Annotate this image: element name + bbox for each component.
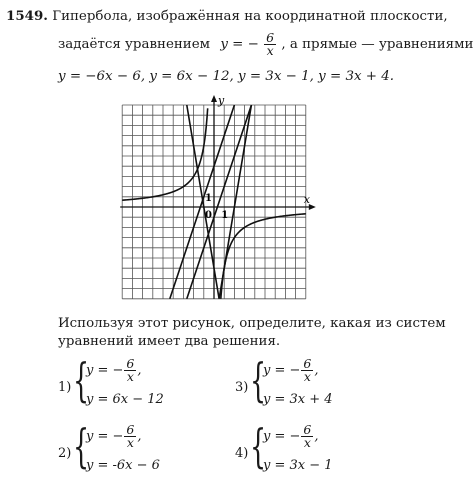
problem-line-2 — [58, 32, 473, 57]
problem-line-1 — [6, 8, 448, 24]
option-label: 3) — [235, 380, 249, 395]
option-eq1: y = − $\frac{6}{x}$ , — [263, 356, 319, 384]
straight-line — [187, 105, 252, 299]
problem-text-2-pre: задаётся уравнением — [58, 37, 211, 52]
hyperbola-lhs: y = − — [220, 37, 259, 52]
x-axis-label: x — [303, 193, 311, 206]
y-axis-label: y — [218, 94, 225, 107]
brace-icon: { — [73, 419, 90, 473]
brace-icon: { — [250, 353, 267, 407]
unit-x-label: 1 — [221, 210, 229, 221]
lines-equations: y = −6x − 6, y = 6x − 12, y = 3x − 1, y = 3x + 4. — [58, 69, 395, 84]
origin-label: 0 — [205, 210, 212, 221]
y-axis-arrow-icon — [211, 95, 217, 102]
option-eq1: y = − $\frac{6}{x}$ , — [263, 422, 319, 450]
option-eq2: y = -6x − 6 — [86, 458, 160, 473]
option-eq2: y = 3x + 4 — [263, 392, 333, 407]
hyperbola-denominator: x — [266, 43, 274, 58]
option-label: 1) — [58, 380, 72, 395]
question-line-2: уравнений имеет два решения. — [58, 334, 281, 349]
hyperbola-fraction — [264, 32, 276, 57]
brace-icon: { — [73, 353, 90, 407]
option-eq1: y = − $\frac{6}{x}$ , — [86, 356, 142, 384]
problem-text-2-post: , а прямые — уравнениями — [281, 37, 473, 52]
option-eq2: y = 3x − 1 — [263, 458, 333, 473]
question-line-1: Используя этот рисунок, определите, какая из систем — [58, 316, 446, 331]
unit-y-label: 1 — [205, 192, 212, 204]
brace-icon: { — [250, 419, 267, 473]
problem-text-1: Гипербола, изображённая на координатной плоскости, — [52, 9, 448, 24]
hyperbola-numerator: 6 — [266, 30, 275, 45]
option-eq2: y = 6x − 12 — [86, 392, 164, 407]
option-label: 2) — [58, 446, 72, 461]
coordinate-plane — [118, 94, 328, 299]
option-label: 4) — [235, 446, 249, 461]
problem-number: 1549. — [6, 8, 48, 24]
option-eq1: y = − $\frac{6}{x}$ , — [86, 422, 142, 450]
